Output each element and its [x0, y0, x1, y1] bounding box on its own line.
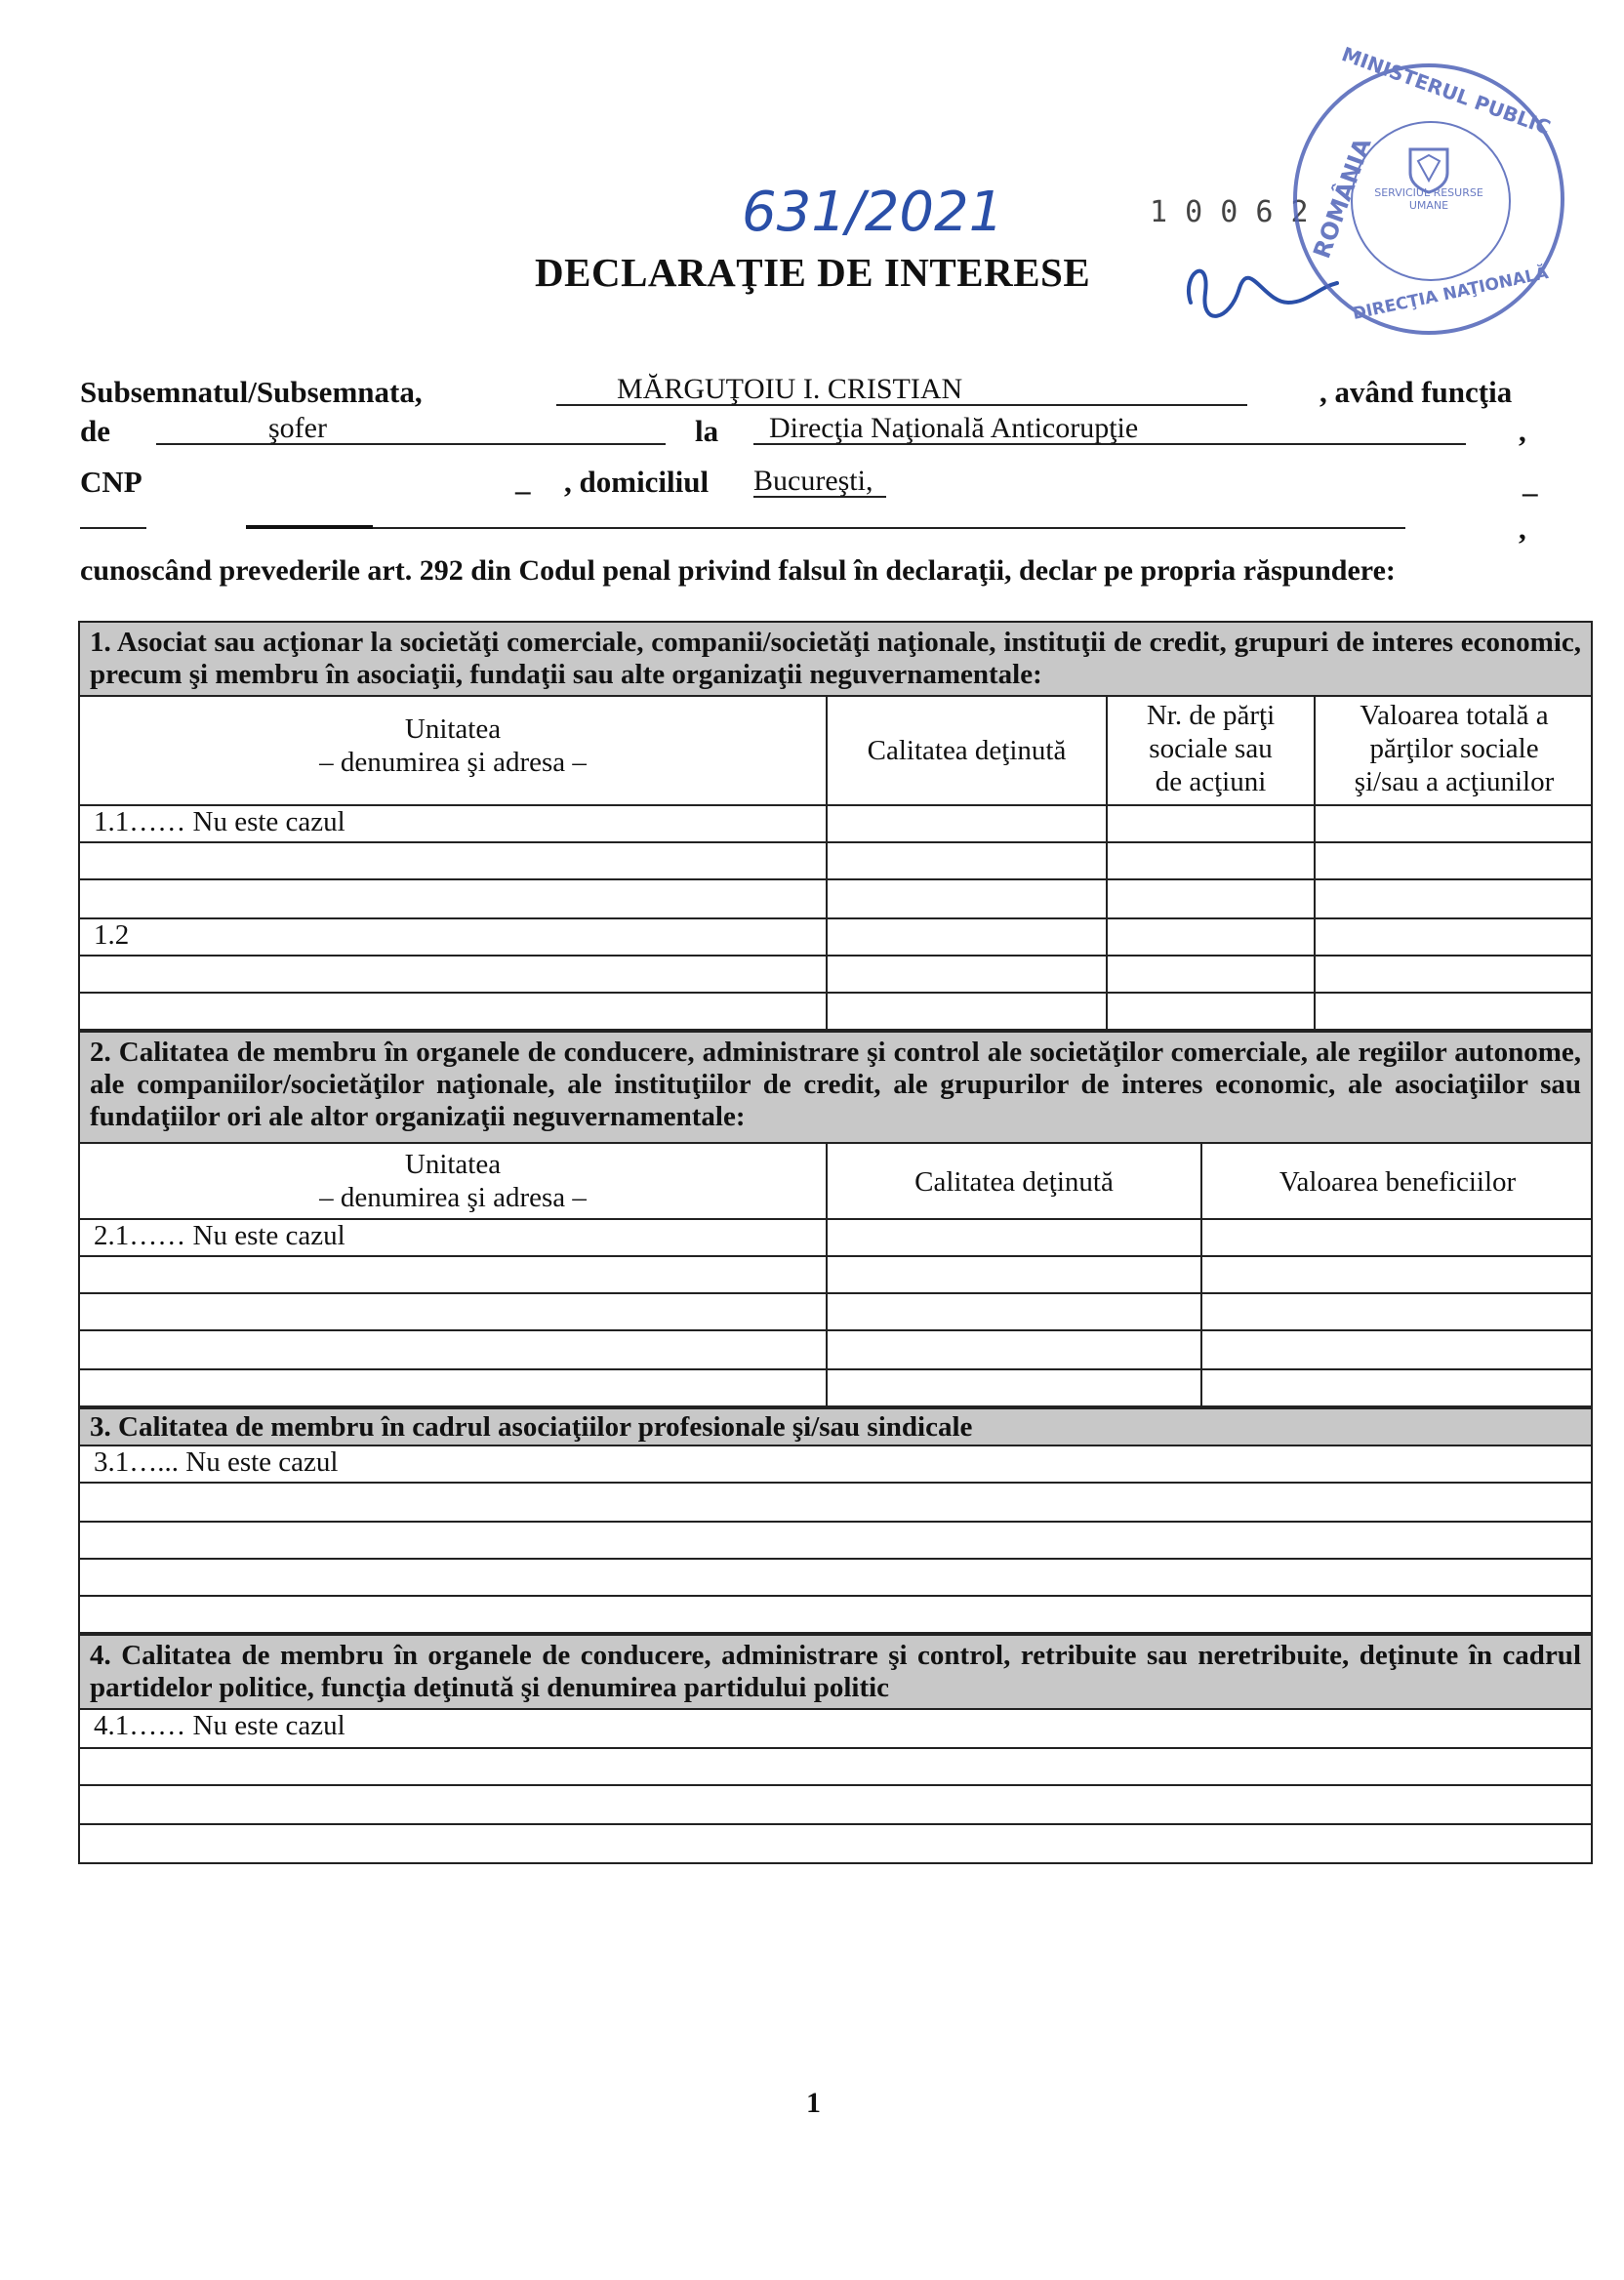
coat-of-arms-icon — [1406, 145, 1451, 194]
section1-row-2: 1.2 — [94, 919, 130, 951]
address-field: Bucureşti, — [753, 465, 873, 497]
section2-row-1: 2.1…… Nu este cazul — [94, 1220, 345, 1251]
stamp-text-left: ROMÂNIA — [1308, 134, 1377, 263]
page-number: 1 — [806, 2087, 821, 2119]
cnp-dash: _ — [515, 463, 531, 497]
comma-line-4: , — [1519, 511, 1526, 546]
document-title: DECLARAŢIE DE INTERESE — [535, 250, 1091, 295]
section1-row-line-6 — [78, 992, 1593, 994]
section1-row-line-2 — [78, 841, 1593, 843]
comma-line-2: , — [1519, 414, 1526, 448]
section1-row-1: 1.1…… Nu este cazul — [94, 806, 345, 837]
stamp-text-top: MINISTERUL PUBLIC — [1338, 42, 1554, 140]
official-stamp — [1293, 42, 1564, 335]
line4-short-underline — [80, 527, 146, 529]
line4-long-underline — [246, 527, 1405, 529]
function-underline — [156, 443, 666, 445]
section4-row-line-2 — [78, 1784, 1593, 1786]
la-label: la — [695, 414, 719, 448]
section2-row-line-4 — [78, 1329, 1593, 1331]
stamp-text-inner: SERVICIUL RESURSE UMANE — [1374, 186, 1483, 212]
section2-col-unitatea: Unitatea – denumirea şi adresa – — [319, 1149, 587, 1213]
stamp-text-bottom: DIRECŢIA NAŢIONALĂ — [1351, 263, 1551, 325]
section1-col-nr-parti: Nr. de părţi sociale sau de acţiuni — [1146, 700, 1276, 797]
section2-row-line-3 — [78, 1292, 1593, 1294]
section4-row-line-3 — [78, 1823, 1593, 1825]
cnp-label: CNP — [80, 465, 142, 499]
handwritten-registration-number: 631/2021 — [742, 181, 1004, 244]
section1-heading: 1. Asociat sau acţionar la societăţi comerciale, companii/societăţi naţionale, instituţii de credit, grupuri de interes economic, precum şi membru în asociaţii, fundaţii sau alte organizaţii neguvernamentale: — [78, 621, 1593, 697]
section1-col-valoarea: Valoarea totală a părţilor sociale şi/sau a acţiunilor — [1354, 700, 1555, 797]
section3-row-line-1 — [78, 1482, 1593, 1484]
name-field: MĂRGUŢOIU I. CRISTIAN — [617, 373, 963, 405]
domiciliul-label: , domiciliul — [564, 465, 710, 499]
section2-row-line-5 — [78, 1368, 1593, 1370]
section2-col-valoarea: Valoarea beneficiilor — [1279, 1166, 1517, 1198]
subsemnatul-label: Subsemnatul/Subsemnata, — [80, 375, 423, 409]
section2-heading: 2. Calitatea de membru în organele de conducere, administrare şi control ale societăţilor comerciale, ale regiilor autonome, ale companiilor/societăţilor naţionale, ale instituţiilor de credit, ale grupurilor de interes economic, ale asociaţiilor sau fundaţiilor ori ale altor organizaţii neguvernamentale: — [78, 1031, 1593, 1144]
section2-row-line-2 — [78, 1255, 1593, 1257]
section3-row-line-4 — [78, 1595, 1593, 1597]
function-field: şofer — [268, 412, 327, 444]
dash-end: _ — [1522, 465, 1538, 499]
section3-row-line-3 — [78, 1558, 1593, 1560]
de-label: de — [80, 414, 110, 448]
institution-field: Direcţia Naţională Anticorupţie — [769, 412, 1139, 444]
section3-row-line-2 — [78, 1521, 1593, 1523]
section1-row-line-3 — [78, 878, 1593, 880]
declaration-intro: cunoscând prevederile art. 292 din Codul penal privind falsul în declaraţii, declar pe propria răspundere: — [80, 554, 1396, 587]
stamp-date: 1 0 0 6 2 — [1150, 195, 1309, 229]
section1-row-line-4 — [78, 917, 1593, 919]
section1-col-calitatea: Calitatea deţinută — [867, 735, 1067, 766]
section4-row-1: 4.1…… Nu este cazul — [94, 1710, 345, 1741]
section1-row-line-5 — [78, 955, 1593, 957]
section1-col-unitatea: Unitatea – denumirea şi adresa – — [319, 713, 587, 778]
section2-col-calitatea: Calitatea deţinută — [914, 1166, 1114, 1198]
line4-bold-segment — [246, 525, 373, 529]
section4-heading: 4. Calitatea de membru în organele de conducere, administrare şi control, retribuite sau neretribuite, deţinute în cadrul partidelor politice, funcţia deţinută şi denumirea partidului politic — [78, 1634, 1593, 1710]
avand-functia-label: , având funcţia — [1320, 375, 1513, 409]
section3-heading: 3. Calitatea de membru în cadrul asociaţiilor profesionale şi/sau sindicale — [78, 1407, 1593, 1446]
section3-row-1: 3.1…... Nu este cazul — [94, 1446, 339, 1478]
section4-row-line-1 — [78, 1747, 1593, 1749]
